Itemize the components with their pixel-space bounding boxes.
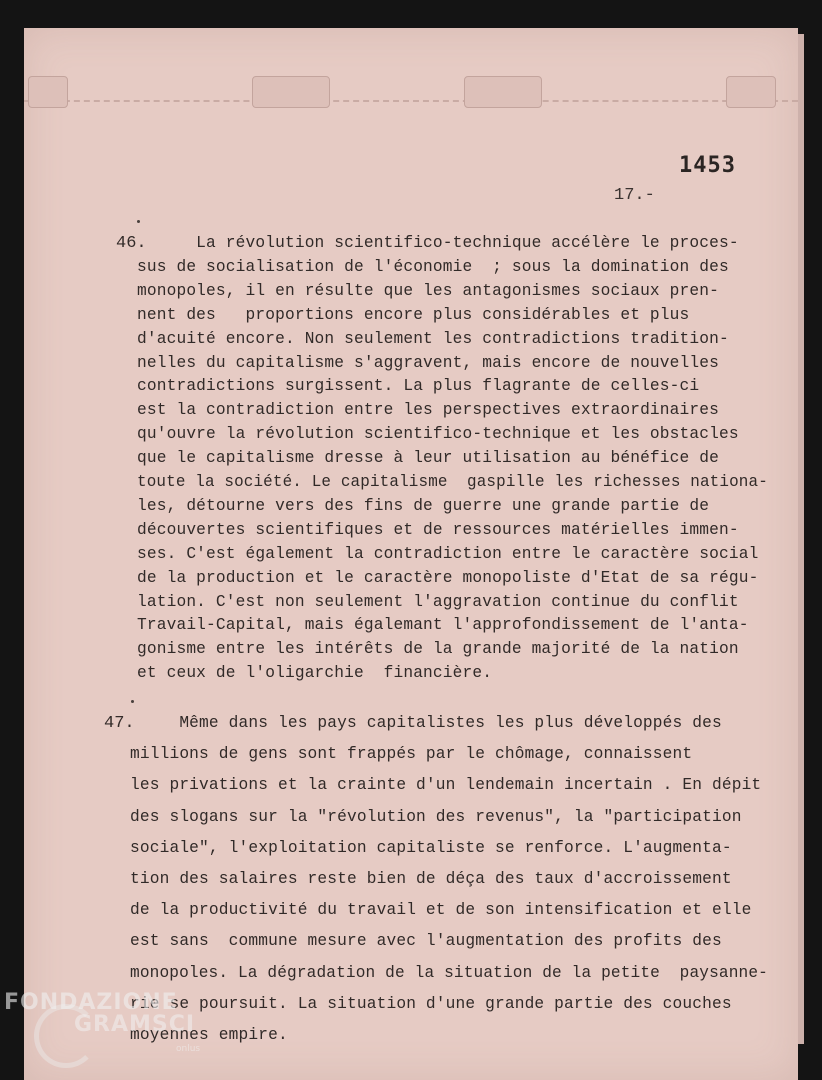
- text-line: les privations et la crainte d'un lendemain incertain . En dépit: [130, 776, 762, 795]
- text-line: de la production et le caractère monopoliste d'Etat de sa régu-: [137, 568, 759, 587]
- watermark-line3: onlus: [176, 1044, 201, 1054]
- paragraph-number: 47.: [104, 714, 135, 733]
- text-line: et ceux de l'oligarchie financière.: [137, 664, 493, 683]
- margin-dot: [137, 220, 140, 223]
- text-line: nent des proportions encore plus considérables et plus: [137, 305, 690, 324]
- text-line: sus de socialisation de l'économie ; sous la domination des: [137, 257, 729, 276]
- text-line: ses. C'est également la contradiction entre le caractère social: [137, 544, 759, 563]
- text-line: monopoles. La dégradation de la situation de la petite paysanne-: [130, 963, 768, 982]
- text-line: moyennes empire.: [130, 1026, 288, 1044]
- watermark-logo: [4, 990, 204, 1070]
- text-line: sociale", l'exploitation capitaliste se renforce. L'augmenta-: [130, 838, 732, 857]
- text-line: que le capitalisme dresse à leur utilisation au bénéfice de: [137, 449, 719, 468]
- text-line: contradictions surgissent. La plus flagrante de celles-ci: [137, 377, 700, 396]
- text-line: tion des salaires reste bien de déça des taux d'accroissement: [130, 870, 732, 888]
- text-line: les, détourne vers des fins de guerre une grande partie de: [137, 496, 710, 515]
- text-line: est sans commune mesure avec l'augmentation des profits des: [130, 932, 722, 951]
- text-line: des slogans sur la "révolution des revenus", la "participation: [130, 807, 742, 826]
- perforation-line: [24, 100, 798, 102]
- text-line: découvertes scientifiques et de ressources matérielles immen-: [137, 520, 739, 539]
- margin-dot: [131, 700, 134, 703]
- text-line: Même dans les pays capitalistes les plus développés des: [130, 714, 722, 732]
- text-line: Travail-Capital, mais égalemant l'approfondissement de l'anta-: [137, 616, 749, 635]
- binder-tab: [726, 76, 776, 108]
- text-line: rie se poursuit. La situation d'une grande partie des couches: [130, 994, 732, 1013]
- paragraph-number: 46.: [116, 234, 147, 253]
- page-number: 1453: [679, 153, 736, 178]
- text-line: toute la société. Le capitalisme gaspille les richesses nationa-: [137, 473, 768, 491]
- watermark-line1: FONDAZIONE: [4, 990, 178, 1015]
- text-line: millions de gens sont frappés par le chômage, connaissent: [130, 745, 693, 764]
- text-line: lation. C'est non seulement l'aggravation continue du conflit: [137, 592, 739, 611]
- binder-tab: [28, 76, 68, 108]
- text-line: qu'ouvre la révolution scientifico-technique et les obstacles: [137, 425, 739, 444]
- binder-tab: [464, 76, 542, 108]
- watermark-line2: GRAMSCI: [74, 1012, 196, 1037]
- text-line: d'acuité encore. Non seulement les contradictions tradition-: [137, 329, 729, 348]
- text-line: gonisme entre les intérêts de la grande majorité de la nation: [137, 640, 739, 659]
- text-line: La révolution scientifico-technique accélère le proces-: [137, 234, 739, 252]
- binder-tab: [252, 76, 330, 108]
- document-page: [24, 28, 798, 1080]
- text-line: est la contradiction entre les perspectives extraordinaires: [137, 401, 719, 420]
- text-line: de la productivité du travail et de son intensification et elle: [130, 901, 752, 920]
- text-line: nelles du capitalisme s'aggravent, mais encore de nouvelles: [137, 353, 719, 372]
- text-line: monopoles, il en résulte que les antagonismes sociaux pren-: [137, 281, 719, 300]
- section-number: 17.-: [614, 186, 655, 205]
